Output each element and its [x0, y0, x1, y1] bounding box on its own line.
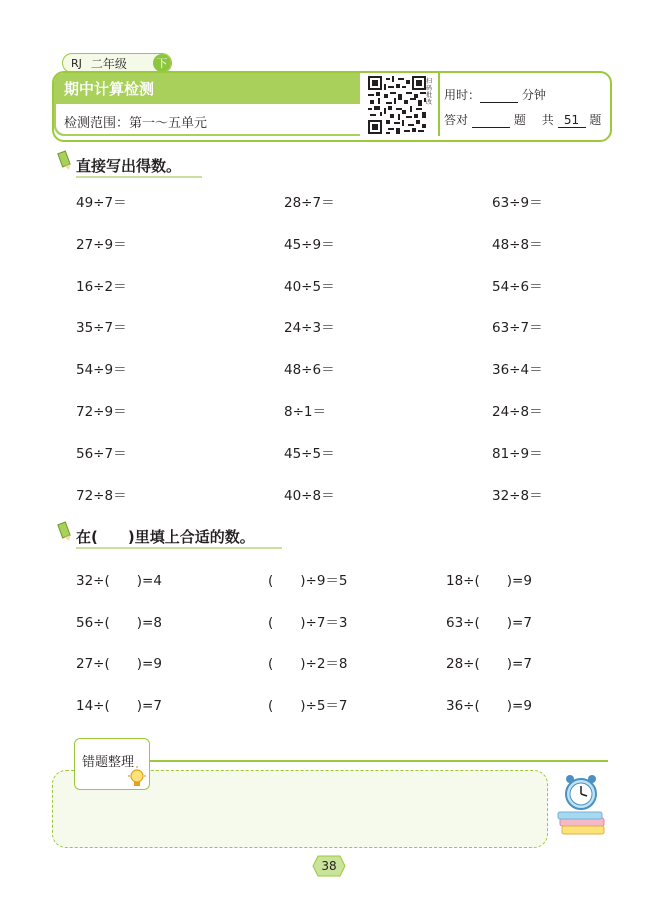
- time-label: 用时：: [444, 88, 481, 102]
- qr-code-icon[interactable]: [368, 76, 426, 134]
- section2-underline: [76, 547, 282, 549]
- section1-title: 直接写出得数。: [76, 157, 182, 175]
- problem-item[interactable]: 54÷6＝: [492, 278, 543, 295]
- time-field: [444, 86, 546, 103]
- problem-item[interactable]: 40÷8＝: [284, 487, 335, 504]
- time-blank[interactable]: [480, 90, 518, 103]
- section2-title: 在( )里填上合适的数。: [76, 528, 255, 546]
- problem-item[interactable]: 48÷6＝: [284, 362, 335, 379]
- problem-item[interactable]: ( )÷9＝5: [268, 573, 348, 589]
- problem-item[interactable]: 63÷7＝: [492, 320, 543, 337]
- correct-blank[interactable]: [472, 115, 510, 128]
- problem-item[interactable]: 45÷9＝: [284, 236, 335, 253]
- problem-item[interactable]: ( )÷7＝3: [268, 614, 348, 631]
- problem-item[interactable]: 81÷9＝: [492, 445, 543, 462]
- problem-item[interactable]: 72÷8＝: [76, 487, 127, 504]
- total-value: 51: [558, 113, 586, 128]
- pencil-icon: [56, 150, 72, 172]
- problem-item[interactable]: 16÷2＝: [76, 278, 127, 295]
- problem-item[interactable]: 36÷( )=9: [446, 697, 532, 714]
- problem-item[interactable]: ( )÷2＝8: [268, 656, 348, 672]
- score-field: [444, 111, 601, 128]
- lightbulb-icon: [126, 766, 148, 792]
- pencil-icon: [56, 521, 72, 543]
- problem-item[interactable]: 56÷( )=8: [76, 614, 162, 631]
- page-title: 期中计算检测: [64, 80, 155, 98]
- problem-item[interactable]: 27÷( )=9: [76, 656, 162, 672]
- error-section-line: [150, 760, 608, 762]
- problem-item[interactable]: 28÷7＝: [284, 195, 335, 211]
- volume-badge: 下: [153, 54, 171, 72]
- error-section-title: 错题整理: [82, 755, 135, 770]
- grade-label: 二年级: [90, 56, 127, 71]
- page-number: 38: [321, 859, 337, 873]
- problem-item[interactable]: 8÷1＝: [284, 404, 326, 420]
- problem-item[interactable]: 54÷9＝: [76, 362, 127, 379]
- correct-unit: 题: [513, 113, 526, 127]
- grade-tag: [62, 53, 172, 73]
- problem-item[interactable]: ( )÷5＝7: [268, 697, 348, 714]
- curriculum-code: RJ: [71, 56, 82, 70]
- clock-books-icon: [556, 772, 608, 838]
- test-scope: 检测范围：第一～五单元: [64, 116, 208, 131]
- problem-item[interactable]: 24÷3＝: [284, 320, 335, 337]
- problem-item[interactable]: 72÷9＝: [76, 404, 127, 420]
- problem-item[interactable]: 40÷5＝: [284, 278, 335, 295]
- problem-item[interactable]: 24÷8＝: [492, 404, 543, 420]
- problem-item[interactable]: 35÷7＝: [76, 320, 127, 337]
- section1-underline: [76, 176, 202, 178]
- correct-label: 答对: [444, 113, 469, 127]
- problem-item[interactable]: 32÷( )=4: [76, 573, 162, 589]
- problem-item[interactable]: 28÷( )=7: [446, 656, 532, 672]
- time-unit: 分钟: [521, 88, 546, 102]
- qr-caption: 扫码批改: [426, 78, 433, 106]
- total-label: 共: [541, 113, 554, 127]
- problem-item[interactable]: 63÷( )=7: [446, 614, 532, 631]
- problem-item[interactable]: 36÷4＝: [492, 362, 543, 379]
- problem-item[interactable]: 18÷( )=9: [446, 573, 532, 589]
- problem-item[interactable]: 14÷( )=7: [76, 697, 162, 714]
- problem-item[interactable]: 49÷7＝: [76, 195, 127, 211]
- problem-item[interactable]: 56÷7＝: [76, 445, 127, 462]
- problem-item[interactable]: 45÷5＝: [284, 445, 335, 462]
- total-unit: 题: [589, 113, 602, 127]
- problem-item[interactable]: 32÷8＝: [492, 487, 543, 504]
- problem-item[interactable]: 27÷9＝: [76, 236, 127, 253]
- problem-item[interactable]: 63÷9＝: [492, 195, 543, 211]
- problem-item[interactable]: 48÷8＝: [492, 236, 543, 253]
